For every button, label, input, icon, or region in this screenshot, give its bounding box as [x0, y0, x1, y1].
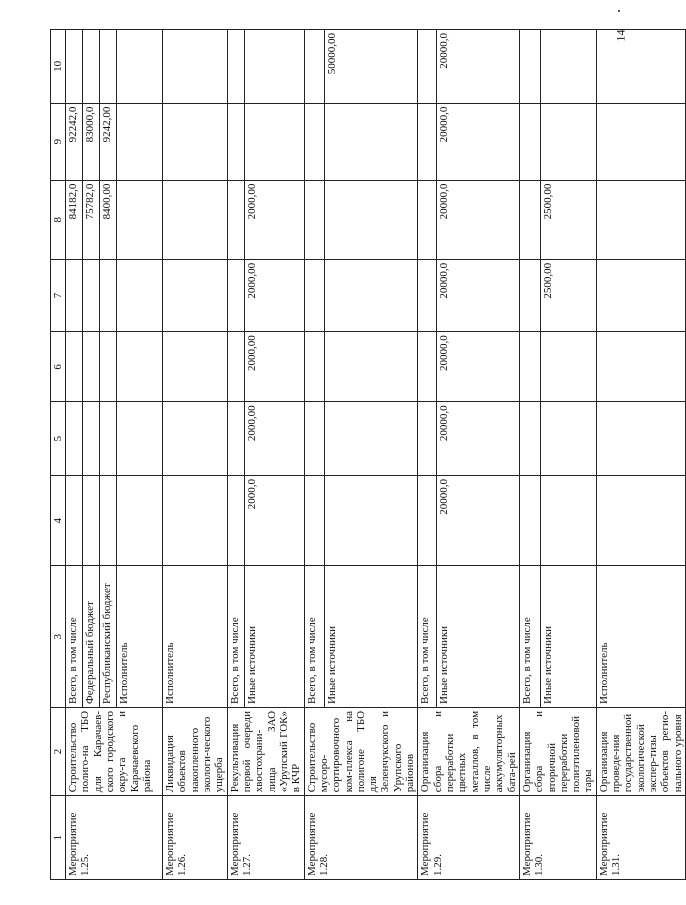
amount-cell [163, 475, 228, 566]
funding-source: Федеральный бюджет [83, 566, 100, 707]
amount-cell [244, 30, 304, 104]
funding-source: Иные источники [541, 566, 596, 707]
amount-cell [66, 259, 83, 331]
amount-cell [519, 103, 540, 180]
funding-source: Исполнитель [117, 566, 163, 707]
col-header-1: 1 [51, 796, 66, 880]
amount-cell [117, 475, 163, 566]
col-header-8: 8 [51, 180, 66, 259]
amount-cell [541, 332, 596, 402]
amount-cell [304, 259, 324, 331]
amount-cell [100, 332, 117, 402]
amount-cell [100, 475, 117, 566]
measure-id: Мероприятие 1.28. [304, 796, 418, 880]
amount-cell [596, 259, 685, 331]
amount-cell [163, 180, 228, 259]
amount-cell [66, 475, 83, 566]
amount-cell [519, 259, 540, 331]
amount-cell: 20000,0 [437, 332, 520, 402]
scan-dot [618, 10, 620, 12]
amount-cell [324, 180, 417, 259]
amount-cell [304, 180, 324, 259]
amount-cell: 92242,0 [66, 103, 83, 180]
funding-source: Республиканский бюджет [100, 566, 117, 707]
amount-cell [596, 332, 685, 402]
col-header-4: 4 [51, 475, 66, 566]
funding-source: Иные источники [244, 566, 304, 707]
col-header-9: 9 [51, 103, 66, 180]
funding-source: Всего, в том числе [227, 566, 244, 707]
amount-cell: 2000,00 [244, 332, 304, 402]
table-row [596, 30, 685, 880]
amount-cell [519, 30, 540, 104]
amount-cell [163, 103, 228, 180]
amount-cell [227, 332, 244, 402]
funding-source: Исполнитель [596, 566, 685, 707]
col-header-5: 5 [51, 402, 66, 476]
col-header-2: 2 [51, 707, 66, 795]
amount-cell [66, 402, 83, 476]
amount-cell: 20000,0 [437, 475, 520, 566]
amount-cell: 2000,00 [244, 402, 304, 476]
amount-cell [418, 30, 437, 104]
amount-cell [596, 30, 685, 104]
amount-cell: 75782,0 [83, 180, 100, 259]
amount-cell [163, 332, 228, 402]
amount-cell [596, 475, 685, 566]
amount-cell [100, 259, 117, 331]
measure-id: Мероприятие 1.25. [66, 796, 163, 880]
amount-cell [117, 180, 163, 259]
amount-cell [66, 30, 83, 104]
amount-cell [83, 332, 100, 402]
table-row [304, 30, 324, 880]
measure-name: Организация проведе-ния государственной экологической экспер-тизы объектов регио-нального уровня [596, 707, 685, 795]
amount-cell [244, 103, 304, 180]
amount-cell [304, 30, 324, 104]
amount-cell [304, 402, 324, 476]
measure-id: Мероприятие 1.26. [163, 796, 228, 880]
page-number: 14 [613, 29, 628, 42]
amount-cell [227, 30, 244, 104]
table-row [66, 30, 83, 880]
amount-cell [418, 103, 437, 180]
header-row [51, 30, 66, 880]
amount-cell [163, 259, 228, 331]
table-body [66, 30, 686, 880]
col-header-6: 6 [51, 332, 66, 402]
measure-id: Мероприятие 1.31. [596, 796, 685, 880]
col-header-7: 7 [51, 259, 66, 331]
amount-cell [418, 402, 437, 476]
funding-source: Всего, в том числе [66, 566, 83, 707]
amount-cell [83, 30, 100, 104]
table-row [519, 30, 540, 880]
table-row [163, 30, 228, 880]
amount-cell [324, 475, 417, 566]
amount-cell: 2000,00 [244, 259, 304, 331]
amount-cell [163, 30, 228, 104]
amount-cell: 9242,00 [100, 103, 117, 180]
amount-cell: 20000,0 [437, 259, 520, 331]
amount-cell: 20000,0 [437, 402, 520, 476]
amount-cell [227, 103, 244, 180]
funding-source: Иные источники [324, 566, 417, 707]
table-row [227, 30, 244, 880]
amount-cell: 20000,0 [437, 103, 520, 180]
measure-name: Рекультивация первой очереди хвостохрани-лища ЗАО «Урупский ГОК» в КЧР [227, 707, 304, 795]
amount-cell [227, 402, 244, 476]
measure-name: Ликвидация объектов накопленного экологи-ческого ущерба [163, 707, 228, 795]
measure-id: Мероприятие 1.29. [418, 796, 520, 880]
amount-cell [227, 475, 244, 566]
amount-cell: 2500,00 [541, 180, 596, 259]
amount-cell [163, 402, 228, 476]
measure-id: Мероприятие 1.30. [519, 796, 596, 880]
amount-cell [418, 332, 437, 402]
amount-cell: 20000,0 [437, 30, 520, 104]
amount-cell [418, 475, 437, 566]
amount-cell [324, 332, 417, 402]
funding-source: Иные источники [437, 566, 520, 707]
amount-cell [324, 103, 417, 180]
amount-cell [117, 332, 163, 402]
amount-cell [596, 103, 685, 180]
amount-cell [324, 402, 417, 476]
amount-cell [418, 259, 437, 331]
amount-cell [541, 103, 596, 180]
amount-cell: 2500,00 [541, 259, 596, 331]
amount-cell [541, 475, 596, 566]
amount-cell: 50000,00 [324, 30, 417, 104]
amount-cell [227, 259, 244, 331]
funding-source: Исполнитель [163, 566, 228, 707]
amount-cell [100, 402, 117, 476]
amount-cell [304, 332, 324, 402]
table-row [418, 30, 437, 880]
amount-cell [519, 332, 540, 402]
amount-cell: 20000,0 [437, 180, 520, 259]
measure-name: Организация сбора и переработки цветных металлов, в том числе аккумуляторных бата-рей [418, 707, 520, 795]
funding-source: Всего, в том числе [304, 566, 324, 707]
amount-cell [596, 402, 685, 476]
amount-cell [304, 475, 324, 566]
funding-source: Всего, в том числе [418, 566, 437, 707]
amount-cell [83, 402, 100, 476]
amount-cell [519, 180, 540, 259]
amount-cell: 2000,00 [244, 180, 304, 259]
amount-cell [304, 103, 324, 180]
amount-cell [117, 30, 163, 104]
amount-cell [83, 475, 100, 566]
amount-cell [541, 402, 596, 476]
amount-cell [117, 103, 163, 180]
amount-cell [596, 180, 685, 259]
measure-id: Мероприятие 1.27. [227, 796, 304, 880]
amount-cell: 2000,0 [244, 475, 304, 566]
amount-cell: 84182,0 [66, 180, 83, 259]
amount-cell [519, 402, 540, 476]
amount-cell [418, 180, 437, 259]
amount-cell: 8400,00 [100, 180, 117, 259]
col-header-10: 10 [51, 30, 66, 104]
measure-name: Строительство полиго-на ТБО для Карачаев-ского городского окру-га и Карачаевского района [66, 707, 163, 795]
amount-cell [100, 30, 117, 104]
funding-source: Всего, в том числе [519, 566, 540, 707]
amount-cell [227, 180, 244, 259]
amount-cell: 83000,0 [83, 103, 100, 180]
amount-cell [519, 475, 540, 566]
measure-name: Организация сбора и вторичной переработки полиэтиленовой тары [519, 707, 596, 795]
amount-cell [541, 30, 596, 104]
col-header-3: 3 [51, 566, 66, 707]
amount-cell [83, 259, 100, 331]
program-table [50, 29, 686, 880]
amount-cell [324, 259, 417, 331]
amount-cell [117, 259, 163, 331]
amount-cell [66, 332, 83, 402]
measure-name: Строительство мусоро-сортировочного ком-плекса на полигоне ТБО для Зеленчукского и Урупского районов [304, 707, 418, 795]
amount-cell [117, 402, 163, 476]
